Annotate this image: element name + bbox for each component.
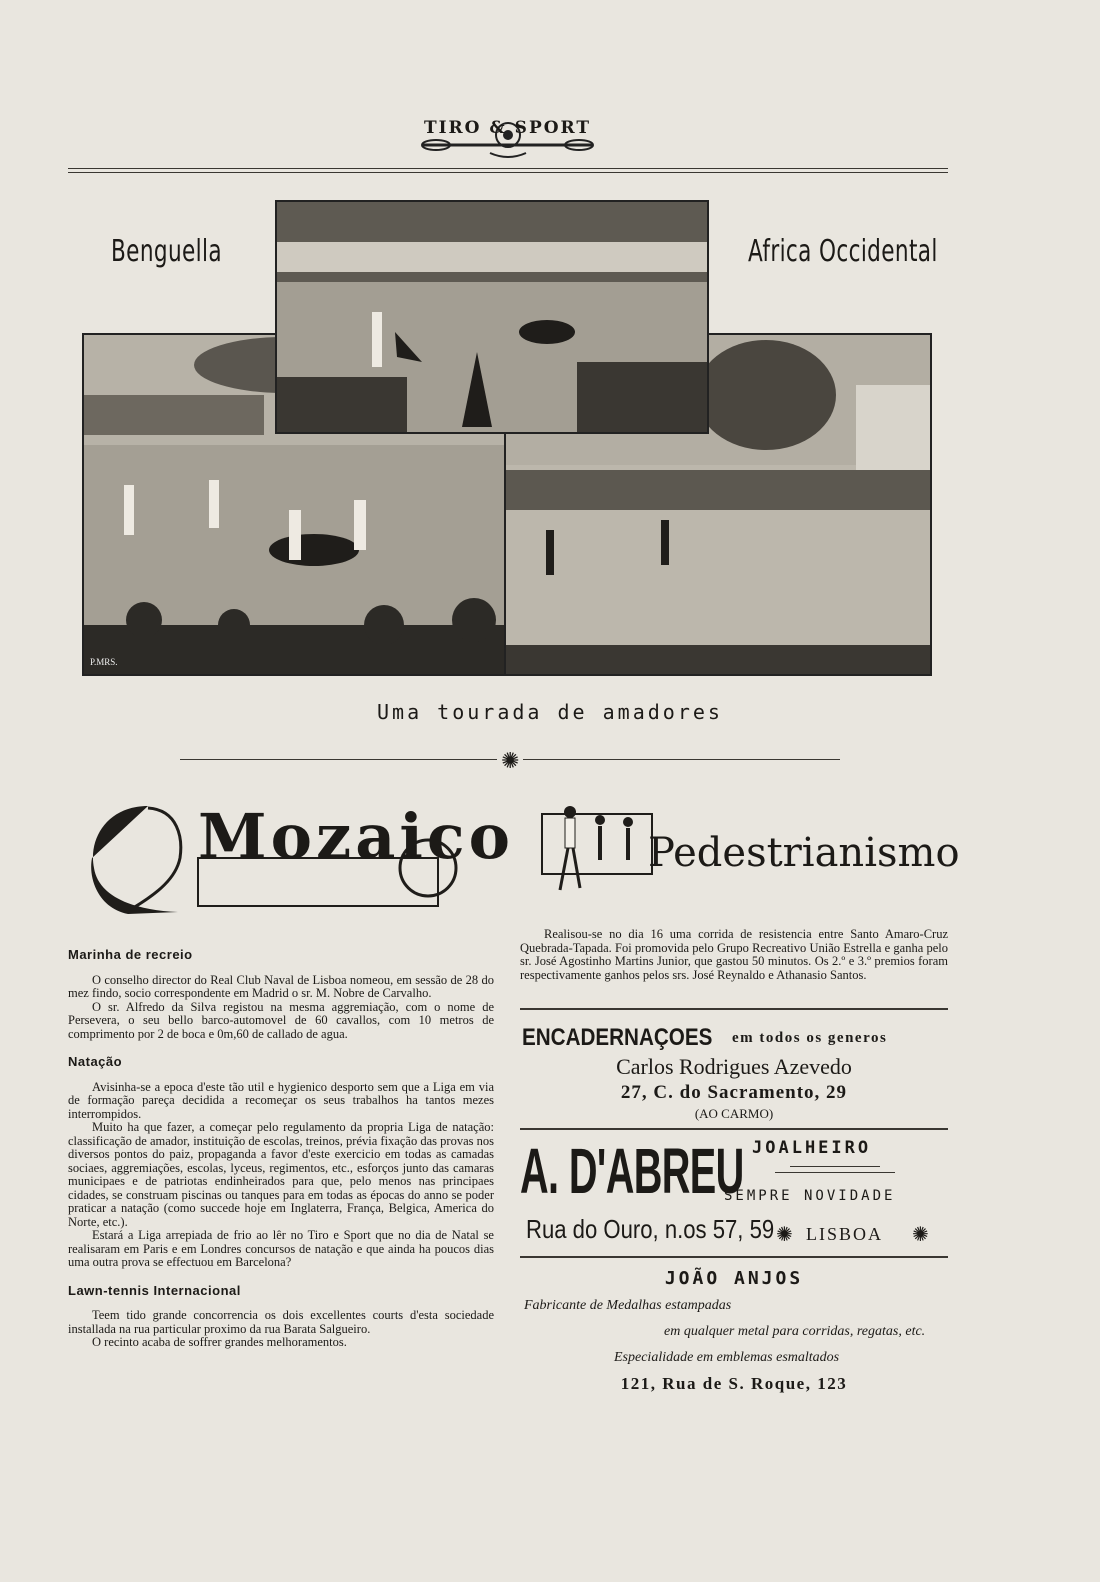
anjos-line3: Especialidade em emblemas esmaltados — [614, 1350, 840, 1365]
pedestrianismo-article: Realisou-se no dia 16 uma corrida de resistencia entre Santo Amaro-Cruz Quebrada-Tapada. Foi promovida pelo Grupo Recreativo União Estrella e ganha pelo sr. José Agostinho Martins Junior, que gastou 50 minutos. Os 2.º e 3.º premios foram respectivamente ganhos pelos srs. José Reynaldo e Athanasio Santos. — [520, 927, 948, 982]
right-column — [520, 928, 948, 982]
star-right-icon: ✺ — [912, 1224, 929, 1246]
encadernacoes-address: 27, C. do Sacramento, 29 — [620, 1082, 848, 1103]
anjos-address: 121, Rua de S. Roque, 123 — [620, 1374, 848, 1393]
tennis-p2: O recinto acaba de soffrer grandes melhoramentos. — [92, 1335, 347, 1349]
masthead-title: TIRO & SPORT — [423, 118, 592, 138]
marinha-p2: O sr. Alfredo da Silva registou na mesma aggremiação, com o nome de Persevera, o seu bello barco-automovel de 60 cavallos, com 10 metros de comprimento por 2 de boca e 0m,60 de callado de agua. — [68, 999, 494, 1041]
top-rule-2 — [68, 172, 948, 173]
tennis-p1: Teem tido grande concorrencia os dois excellentes courts d'esta sociedade installada na rua particular proximo da rua Barata Salgueiro. — [68, 1308, 494, 1336]
photo-credit: P.MRS. — [90, 657, 118, 667]
abreu-address: Rua do Ouro, n.os 57, 59 — [526, 1214, 775, 1244]
mozaico-header — [88, 798, 515, 916]
top-rule — [68, 168, 948, 169]
heading-lawn-tennis: Lawn-tennis Internacional — [68, 1282, 241, 1298]
masthead — [420, 115, 595, 161]
anjos-line2: em qualquer metal para corridas, regatas, etc. — [664, 1324, 926, 1339]
anjos-name: JOÃO ANJOS — [664, 1268, 804, 1289]
left-title: Benguella — [111, 234, 222, 269]
encadernacoes-headline: ENCADERNAÇOES — [522, 1024, 713, 1051]
heading-natacao: Natação — [68, 1054, 123, 1069]
abreu-trade: JOALHEIRO — [752, 1138, 872, 1158]
pedestrianismo-title: Pedestrianismo — [648, 830, 960, 876]
natacao-p3: Estará a Liga arrepiada de frio ao lêr no Tiro e Sport que no dia de Natal se realisaram em Paris e em Londres concursos de natação e que ainda ha poucos dias uma outra prova se effectuou em Barcelona? — [68, 1228, 494, 1269]
pedestrianismo-header — [540, 800, 960, 900]
right-title: Africa Occidental — [748, 234, 938, 269]
abreu-name: A. D'ABREU — [520, 1135, 744, 1207]
asterisk-ornament-icon: ✺ — [497, 748, 523, 774]
photo-top-center — [275, 200, 709, 434]
star-left-icon: ✺ — [776, 1224, 793, 1246]
runners-icon — [540, 800, 660, 900]
natacao-p2: Muito ha que fazer, a começar pelo regulamento da propria Liga de natação: classificação de amador, instituição de escolas, treinos, prévia fixação das provas nos diversos pontos do paiz, propaganda a favor d'este exercicio em todas as camadas sociaes, aggremiações, escolas, lyceus, regimentos, etc., esforços junto das camaras municipaes e de patriotas endinheirados para que, pelo menos nas principaes cidades, se construam piscinas ou tanques para em todas as épocas do anno se poder praticar a natação (como succede hoje em Inglaterra, França, Belgica, America do Norte, etc.). — [68, 1120, 494, 1229]
encadernacoes-note: (AO CARMO) — [694, 1106, 774, 1121]
feature-caption: Uma tourada de amadores — [377, 700, 723, 724]
mozaico-title: Mozaico — [198, 800, 515, 873]
anjos-line1: Fabricante de Medalhas estampadas — [524, 1298, 732, 1313]
encadernacoes-tagline: em todos os generos — [732, 1030, 888, 1046]
encadernacoes-name: Carlos Rodrigues Azevedo — [616, 1054, 852, 1079]
natacao-p1: Avisinha-se a epoca d'este tão util e hygienico desporto sem que a Liga em via de formação pareça decidida a recomeçar os seus trabalhos ha tantos mezes interrompidos. — [68, 1079, 494, 1121]
abreu-slogan: SEMPRE NOVIDADE — [724, 1188, 896, 1204]
left-column — [68, 934, 494, 1350]
heading-marinha: Marinha de recreio — [68, 947, 193, 962]
marinha-p1: O conselho director do Real Club Naval de Lisboa nomeou, em sessão de 28 do mez findo, socio correspondente em Madrid o sr. M. Nobre de Carvalho. — [68, 972, 494, 1000]
abreu-city: LISBOA — [806, 1224, 884, 1244]
